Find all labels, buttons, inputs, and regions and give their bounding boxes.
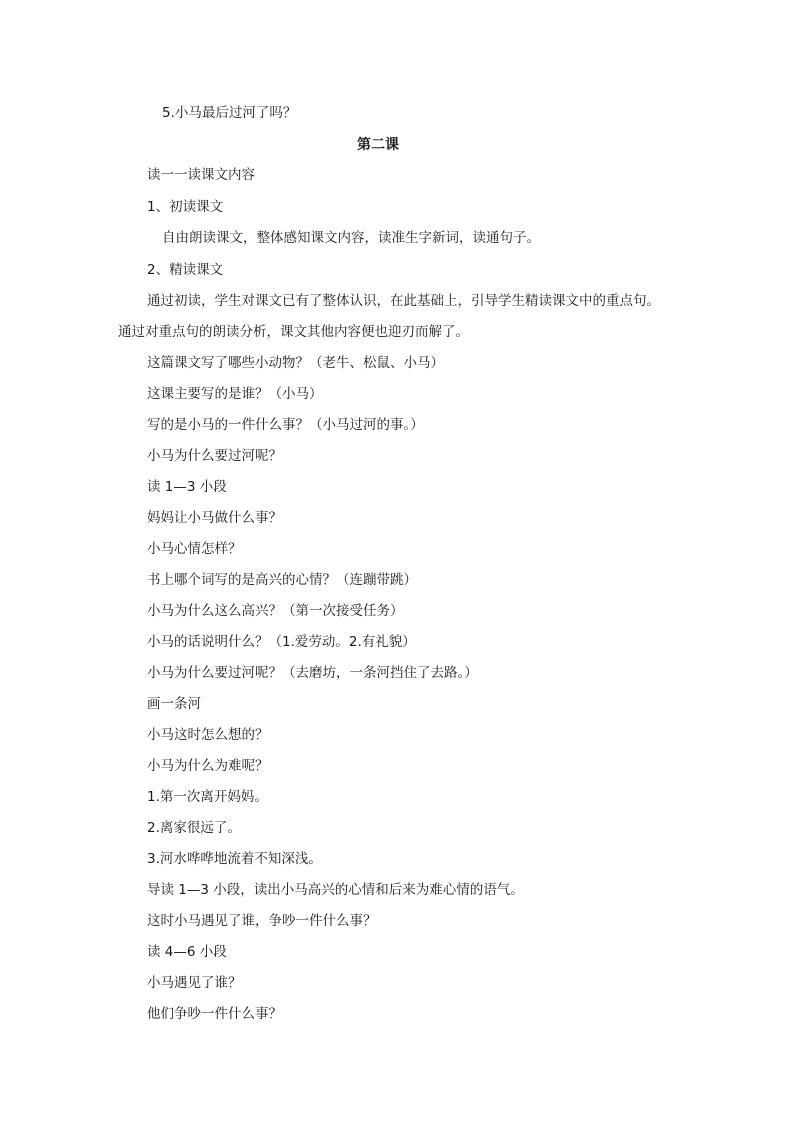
list-item: 2.离家很远了。	[147, 820, 241, 836]
paragraph-line: 通过初读，学生对课文已有了整体认识，在此基础上，引导学生精读课文中的重点句。	[147, 293, 660, 309]
question-line: 这课主要写的是谁？（小马）	[147, 386, 323, 402]
question-line: 这篇课文写了哪些小动物？（老牛、松鼠、小马）	[147, 355, 444, 371]
instruction-line: 导读 1—3 小段，读出小马高兴的心情和后来为难心情的语气。	[147, 882, 524, 898]
paragraph-line: 通过对重点句的朗读分析，课文其他内容便也迎刃而解了。	[118, 324, 469, 340]
question-line: 小马为什么要过河呢？（去磨坊，一条河挡住了去路。）	[147, 665, 478, 681]
lesson-title: 第二课	[357, 137, 399, 153]
instruction-line: 画一条河	[147, 696, 201, 712]
question-line: 5.小马最后过河了吗？	[162, 105, 297, 121]
question-line: 小马为什么要过河呢？	[147, 448, 282, 464]
question-line: 妈妈让小马做什么事？	[147, 510, 282, 526]
question-line: 小马心情怎样？	[147, 541, 242, 557]
instruction-line: 读 1—3 小段	[147, 479, 227, 495]
question-line: 小马这时怎么想的？	[147, 727, 269, 743]
question-line: 小马为什么这么高兴？（第一次接受任务）	[147, 603, 404, 619]
question-line: 写的是小马的一件什么事？（小马过河的事。）	[147, 417, 424, 433]
question-line: 他们争吵一件什么事？	[147, 1006, 282, 1022]
question-line: 这时小马遇见了谁，争吵一件什么事？	[147, 913, 377, 929]
list-item: 3.河水哗哗地流着不知深浅。	[147, 851, 322, 867]
question-line: 小马为什么为难呢？	[147, 758, 269, 774]
question-line: 书上哪个词写的是高兴的心情？（连蹦带跳）	[147, 572, 417, 588]
question-line: 小马的话说明什么？（1.爱劳动。2.有礼貌）	[147, 634, 416, 650]
list-item: 1.第一次离开妈妈。	[147, 789, 268, 805]
instruction-line: 读 4—6 小段	[147, 944, 227, 960]
section-heading: 读一一读课文内容	[147, 167, 255, 183]
subsection-heading: 2、精读课文	[147, 262, 224, 278]
paragraph-line: 自由朗读课文，整体感知课文内容，读准生字新词，读通句子。	[162, 230, 540, 246]
subsection-heading: 1、初读课文	[147, 199, 224, 215]
question-line: 小马遇见了谁？	[147, 975, 242, 991]
